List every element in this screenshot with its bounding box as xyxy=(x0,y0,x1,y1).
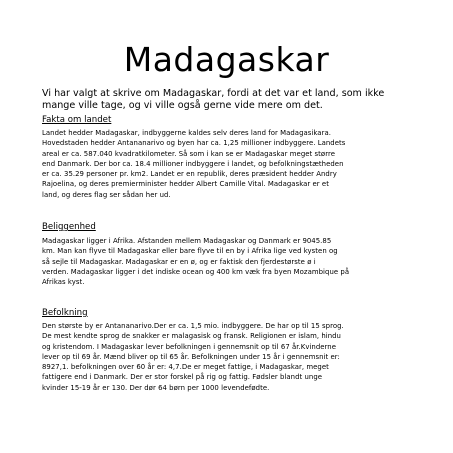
intro-paragraph xyxy=(42,88,424,113)
intro-line: mange ville tage, og vi ville også gerne vide mere om det. xyxy=(42,100,323,112)
intro-line: Vi har valgt at skrive om Madagaskar, fordi at det var et land, som ikke xyxy=(42,88,385,99)
text-line: fattigere end i Danmark. Der er stor forskel på rig og fattig. Fødsler blandt unge xyxy=(42,373,323,382)
text-line: lever op til 69 år. Mænd bliver op til 65 år. Befolkningen under 15 år i gennemsnit er: xyxy=(42,352,340,361)
text-line: Rajoelina, og deres premierminister hedder Albert Camille Vital. Madagaskar er et xyxy=(42,180,329,189)
text-line: Afrikas kyst. xyxy=(42,278,85,287)
text-line: Den største by er Antananarivo.Der er ca. 1,5 mio. indbyggere. De har op til 15 sprog. xyxy=(42,322,344,330)
page-title: Madagaskar xyxy=(123,40,330,79)
text-line: Hovedstaden hedder Antananarivo og byen har ca. 1,25 millioner indbyggere. Landets xyxy=(42,139,346,148)
section-text-befolkning xyxy=(42,321,422,393)
text-line: De mest kendte sprog de snakker er malagasisk og fransk. Religionen er islam, hindu xyxy=(42,332,341,341)
section-heading-beliggenhed: Beliggenhed xyxy=(42,222,96,232)
text-line: areal er ca. 587.040 kvadratkilometer. Så som i kan se er Madagaskar meget større xyxy=(42,149,335,158)
section-text-beliggenhed xyxy=(42,236,422,287)
text-line: så sejle til Madagaskar. Madagaskar er en ø, og er faktisk den fjerdestørste ø i xyxy=(42,257,316,266)
text-line: 8927,1. befolkningen over 60 år er: 4,7.De er meget fattige, i Madagaskar, meget xyxy=(42,363,329,372)
section-text-fakta xyxy=(42,128,422,200)
section-heading-fakta: Fakta om landet xyxy=(42,115,112,125)
text-line: Madagaskar ligger i Afrika. Afstanden mellem Madagaskar og Danmark er 9045.85 xyxy=(42,237,332,245)
text-line: land, og deres flag ser sådan her ud. xyxy=(42,190,171,199)
section-heading-befolkning: Befolkning xyxy=(42,308,88,318)
text-line: Landet hedder Madagaskar, indbyggerne kaldes selv deres land for Madagasikara. xyxy=(42,129,331,137)
text-line: end Danmark. Der bor ca. 18.4 millioner indbyggere i landet, og befolkningstætheden xyxy=(42,159,344,168)
text-line: er ca. 35.29 personer pr. km2. Landet er en republik, deres præsident hedder Andry xyxy=(42,170,337,179)
text-line: verden. Madagaskar ligger i det indiske ocean og 400 km væk fra byen Mozambique på xyxy=(42,267,350,276)
text-line: kvinder 15-19 år er 130. Der dør 64 børn per 1000 levendefødte. xyxy=(42,383,270,392)
text-line: km. Man kan flyve til Madagaskar eller bare flyve til en by i Afrika lige ved kysten og xyxy=(42,247,338,256)
text-line: og kristendom. I Madagaskar lever befolkningen i gennemsnit op til 67 år.Kvinderne xyxy=(42,342,337,351)
